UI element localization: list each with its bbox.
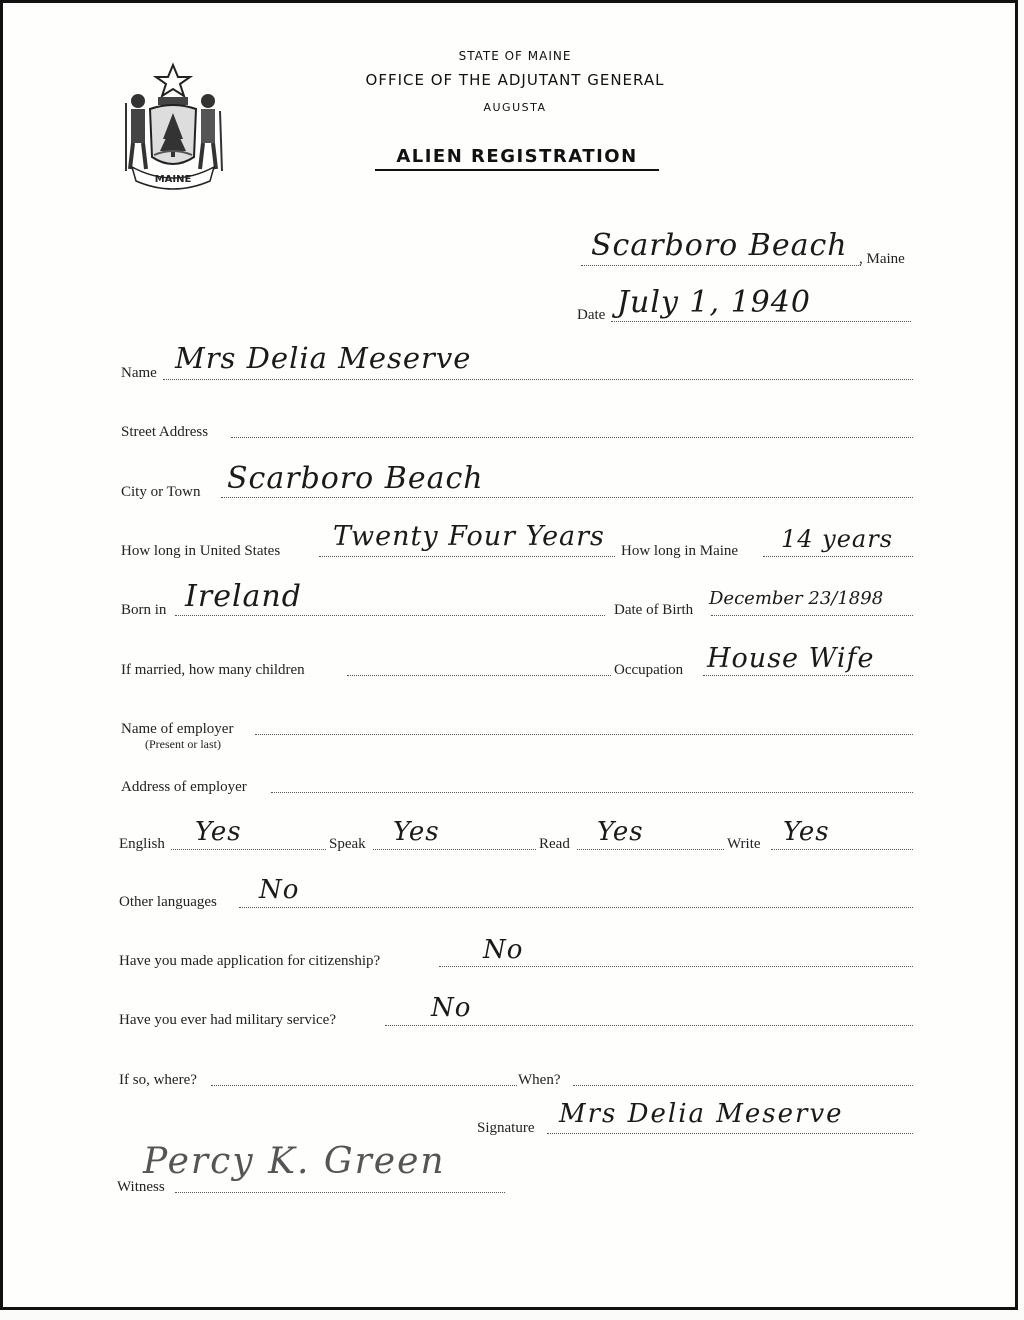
signature-entry: Mrs Delia Meserve (559, 1099, 844, 1129)
other-languages-label: Other languages (119, 894, 217, 910)
speak-entry: Yes (393, 817, 440, 847)
city-label: City or Town (121, 484, 201, 500)
military-entry: No (431, 993, 472, 1023)
read-label: Read (539, 836, 570, 852)
place-entry: Scarboro Beach (591, 228, 848, 263)
office-heading: OFFICE OF THE ADJUTANT GENERAL (365, 71, 665, 89)
military-label: Have you ever had military service? (119, 1012, 336, 1028)
read-line (577, 849, 724, 850)
write-line (771, 849, 913, 850)
date-of-birth-entry: December 23/1898 (709, 588, 884, 609)
employer-name-label: Name of employer (121, 721, 234, 737)
city-line (221, 497, 913, 498)
other-languages-line (239, 907, 913, 908)
read-entry: Yes (597, 817, 644, 847)
speak-line (373, 849, 536, 850)
name-entry: Mrs Delia Meserve (175, 341, 472, 375)
how-long-maine-label: How long in Maine (621, 543, 739, 559)
employer-name-line (255, 734, 913, 735)
married-children-label: If married, how many children (121, 662, 305, 678)
employer-name-note: (Present or last) (145, 737, 221, 751)
seal-text: MAINE (154, 174, 192, 185)
city-heading: AUGUSTA (483, 101, 547, 114)
married-children-line (347, 675, 611, 676)
born-in-line (175, 615, 605, 616)
street-address-line (231, 437, 913, 438)
name-line (163, 379, 913, 380)
where-line (211, 1085, 517, 1086)
how-long-maine-line (763, 556, 913, 557)
witness-label: Witness (117, 1179, 165, 1195)
when-line (573, 1085, 913, 1086)
date-of-birth-line (711, 615, 913, 616)
write-entry: Yes (783, 817, 830, 847)
signature-line (547, 1133, 913, 1134)
where-label: If so, where? (119, 1072, 197, 1088)
english-line (171, 849, 326, 850)
employer-address-line (271, 792, 913, 793)
date-of-birth-label: Date of Birth (614, 602, 694, 618)
witness-line (175, 1192, 505, 1193)
street-address-label: Street Address (121, 424, 209, 440)
how-long-maine-entry: 14 years (781, 525, 894, 553)
witness-entry: Percy K. Green (143, 1141, 446, 1182)
date-label: Date (577, 307, 606, 323)
city-entry: Scarboro Beach (227, 461, 484, 496)
military-line (385, 1025, 913, 1026)
place-line (581, 265, 861, 266)
born-in-label: Born in (121, 602, 167, 618)
employer-address-label: Address of employer (121, 779, 247, 795)
english-label: English (119, 836, 165, 852)
citizenship-label: Have you made application for citizenship? (119, 953, 381, 969)
occupation-label: Occupation (614, 662, 684, 678)
other-languages-entry: No (259, 875, 300, 905)
date-line (611, 321, 911, 322)
citizenship-line (439, 966, 913, 967)
name-label: Name (121, 365, 157, 381)
how-long-us-label: How long in United States (121, 543, 281, 559)
occupation-line (703, 675, 913, 676)
place-suffix-label: , Maine (859, 251, 905, 267)
signature-label: Signature (477, 1120, 535, 1136)
form-title: ALIEN REGISTRATION (375, 146, 659, 171)
citizenship-entry: No (483, 935, 524, 965)
how-long-us-line (319, 556, 615, 557)
state-heading: STATE OF MAINE (458, 49, 572, 63)
speak-label: Speak (329, 836, 366, 852)
occupation-entry: House Wife (707, 643, 875, 674)
born-in-entry: Ireland (185, 579, 302, 614)
when-label: When? (518, 1072, 561, 1088)
english-entry: Yes (195, 817, 242, 847)
how-long-us-entry: Twenty Four Years (333, 521, 605, 552)
write-label: Write (727, 836, 761, 852)
date-entry: July 1, 1940 (617, 285, 811, 320)
